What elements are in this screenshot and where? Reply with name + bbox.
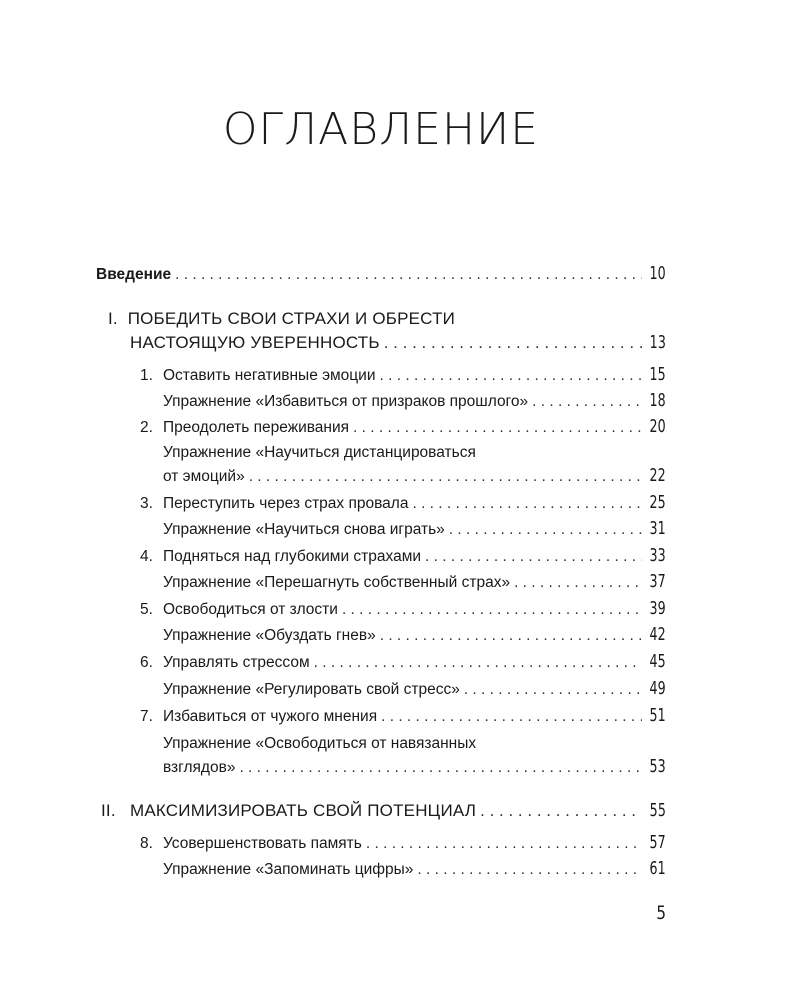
page-number: 5 [656,902,666,924]
toc-entry-label: Управлять стрессом [163,654,310,671]
toc-entry-part-2[interactable] [101,801,666,821]
toc-entry[interactable] [163,519,666,540]
toc-entry[interactable] [163,391,666,412]
entry-number: 3. [140,495,153,512]
toc-page-number: 42 [649,624,666,645]
toc-entry-label: Переступить через страх провала [163,495,409,512]
leader-dots [412,494,642,514]
toc-entry[interactable] [140,833,666,854]
toc-page-number: 53 [649,756,666,777]
toc-page-number: 18 [649,390,666,411]
toc-entry[interactable] [140,417,666,438]
toc-page-number: 15 [649,364,666,385]
leader-dots [380,626,643,646]
toc-entry-label: от эмоций» [163,468,245,485]
toc-entry[interactable] [140,493,666,514]
leader-dots [239,758,642,778]
toc-entry-label: Упражнение «Избавиться от призраков прошлого» [163,393,529,410]
toc-entry[interactable] [163,466,666,487]
toc-entry-label: Упражнение «Обуздать гнев» [163,627,376,644]
entry-number: 6. [140,654,153,671]
toc-page-number: 51 [649,705,666,726]
toc-entry[interactable] [140,365,666,386]
toc-page-number: 61 [649,858,666,879]
entry-number: 2. [140,419,153,436]
part-number: I. [108,309,118,328]
leader-dots [449,520,643,540]
leader-dots [514,573,642,593]
leader-dots [425,547,642,567]
toc-entry[interactable] [140,546,666,567]
leader-dots [380,366,643,386]
toc-entry-label: Упражнение «Научиться снова играть» [163,521,445,538]
toc-page-number: 13 [649,332,666,353]
toc-entry[interactable] [140,706,666,727]
toc-entry-label: взглядов» [163,759,236,776]
toc-entry[interactable] [163,679,666,700]
toc-entry[interactable] [163,859,666,880]
toc-entry-part-1[interactable] [130,333,666,353]
toc-page-number: 57 [649,832,666,853]
leader-dots [353,418,642,438]
toc-entry[interactable] [140,599,666,620]
leader-dots [384,333,642,353]
leader-dots [532,392,642,412]
page-title: ОГЛАВЛЕНИЕ [222,104,540,155]
toc-page-number: 37 [649,571,666,592]
toc-page-number: 45 [649,651,666,672]
leader-dots [417,860,642,880]
toc-entry-line1: Упражнение «Освободиться от навязанных [163,735,477,752]
toc-entry-label: МАКСИМИЗИРОВАТЬ СВОЙ ПОТЕНЦИАЛ [130,801,477,820]
toc-entry-label: Освободиться от злости [163,601,338,618]
toc-page-number: 31 [649,518,666,539]
toc-page-number: 49 [649,678,666,699]
toc-entry[interactable] [140,652,666,673]
leader-dots [480,801,642,821]
leader-dots [249,467,643,487]
toc-entry-label: Избавиться от чужого мнения [163,708,378,725]
toc-entry-label: НАСТОЯЩУЮ УВЕРЕННОСТЬ [130,333,380,352]
toc-entry-line1: Упражнение «Научиться дистанцироваться [163,444,476,461]
toc-entry-label: Подняться над глубокими страхами [163,548,422,565]
entry-number: 8. [140,835,153,852]
toc-entry[interactable] [163,625,666,646]
toc-page-number: 22 [649,465,666,486]
toc-page-number: 10 [649,263,666,284]
toc-entry-label: Упражнение «Перешагнуть собственный страх» [163,574,511,591]
toc-page-number: 39 [649,598,666,619]
leader-dots [314,653,643,673]
toc-entry-label: Оставить негативные эмоции [163,367,376,384]
toc-page-number: 55 [649,800,666,821]
toc-page-number: 25 [649,492,666,513]
leader-dots [464,680,643,700]
entry-number: 1. [140,367,153,384]
leader-dots [175,265,642,285]
leader-dots [342,600,642,620]
toc-part-1-heading [108,309,455,329]
toc-entry-label: Упражнение «Запоминать цифры» [163,861,414,878]
toc-entry-label: Преодолеть переживания [163,419,350,436]
part-title-line1: ПОБЕДИТЬ СВОИ СТРАХИ И ОБРЕСТИ [127,309,456,328]
part-number: II. [101,801,116,820]
entry-number: 5. [140,601,153,618]
toc-entry-intro[interactable] [96,264,666,285]
toc-entry-label: Введение [96,266,172,283]
toc-entry-label: Усовершенствовать память [163,835,362,852]
toc-page-number: 33 [649,545,666,566]
toc-entry-label: Упражнение «Регулировать свой стресс» [163,681,460,698]
leader-dots [366,834,643,854]
toc-entry[interactable] [163,572,666,593]
entry-number: 7. [140,708,153,725]
leader-dots [381,707,642,727]
entry-number: 4. [140,548,153,565]
toc-entry[interactable] [163,757,666,778]
toc-page-number: 20 [649,416,666,437]
